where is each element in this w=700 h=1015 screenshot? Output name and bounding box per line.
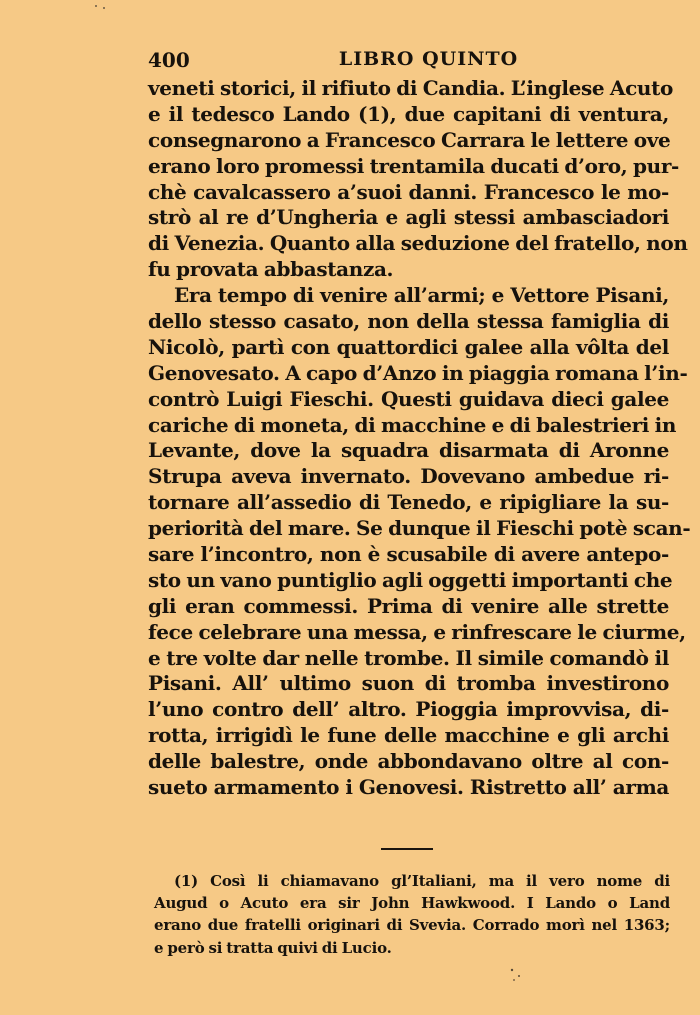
text-line: gli eran commessi. Prima di venire alle strette: [148, 593, 669, 618]
text-line: di Venezia. Quanto alla seduzione del fratello, non: [148, 231, 688, 256]
text-line: veneti storici, il rifiuto di Candia. L’inglese Acuto: [148, 76, 673, 100]
text-line: e il tedesco Lando (1), due capitani di ventura,: [148, 101, 669, 126]
footnote-line: Augud o Acuto era sir John Hawkwood. I Lando o Land: [154, 894, 670, 913]
text-line: fece celebrare una messa, e rinfrescare le ciurme,: [148, 619, 686, 644]
footnote-line: (1) Così li chiamavano gl’Italiani, ma il vero nome di: [174, 872, 670, 890]
text-line: tornare all’assedio di Tenedo, e ripigliare la su-: [148, 490, 669, 515]
text-line: chè cavalcassero a’suoi danni. Francesco le mo-: [148, 179, 669, 204]
page-number: 400: [148, 48, 190, 72]
text-line: sueto armamento i Genovesi. Ristretto all’ arma: [148, 775, 669, 800]
text-line: dello stesso casato, non della stessa famiglia di: [148, 309, 669, 334]
text-line: Nicolò, partì con quattordici galee alla vôlta del: [148, 334, 669, 359]
paragraph-end-line: fu provata abbastanza.: [148, 257, 394, 282]
text-line: Genovesato. A capo d’Anzo in piaggia romana l’in-: [148, 360, 688, 385]
text-line: periorità del mare. Se dunque il Fieschi potè scan-: [148, 516, 691, 541]
text-line: strò al re d’Ungheria e agli stessi ambasciadori: [148, 205, 669, 230]
text-line: contrò Luigi Fieschi. Questi guidava dieci galee: [148, 386, 669, 411]
footnote-line: e però si tratta quivi di Lucio.: [154, 938, 392, 957]
text-line: sare l’incontro, non è scusabile di avere antepo-: [148, 542, 669, 567]
text-line: l’uno contro dell’ altro. Pioggia improvvisa, di-: [148, 697, 669, 722]
text-line: rotta, irrigidì le fune delle macchine e gli archi: [148, 723, 669, 748]
text-line: Pisani. All’ ultimo suon di tromba investirono: [148, 671, 669, 696]
running-head: LIBRO QUINTO: [338, 48, 519, 70]
text-line: Strupa aveva invernato. Dovevano ambedue ri-: [148, 464, 669, 489]
text-line: sto un vano puntiglio agli oggetti importanti che: [148, 567, 673, 592]
text-line: consegnarono a Francesco Carrara le lettere ove: [148, 127, 671, 152]
text-line: delle balestre, onde abbondavano oltre al con-: [148, 749, 669, 774]
footnote-line: erano due fratelli originari di Svevia. Corrado morì nel 1363;: [154, 916, 670, 935]
text-line: e tre volte dar nelle trombe. Il simile comandò il: [148, 645, 669, 670]
text-line: erano loro promessi trentamila ducati d’oro, pur-: [148, 153, 679, 178]
paragraph-start-line: Era tempo di venire all’armi; e Vettore Pisani,: [174, 283, 669, 308]
text-line: cariche di moneta, di macchine e di balestrieri in: [148, 412, 677, 437]
text-line: Levante, dove la squadra disarmata di Aronne: [148, 438, 669, 463]
